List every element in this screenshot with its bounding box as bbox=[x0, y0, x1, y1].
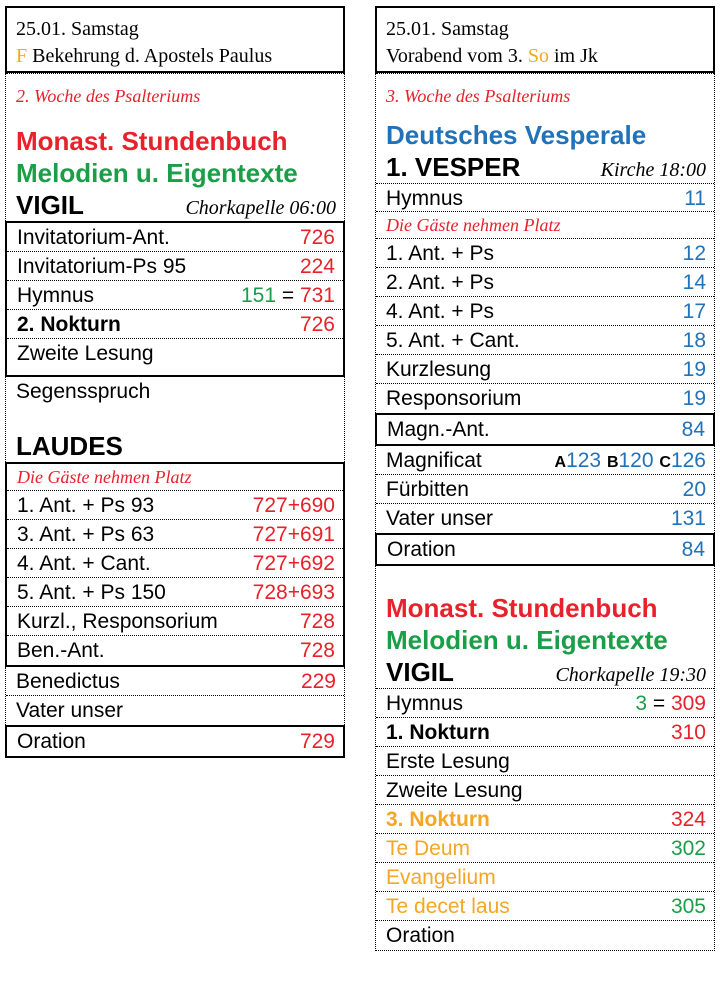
eve-line: Vorabend vom 3. So im Jk bbox=[386, 45, 598, 67]
list-item: Ben.-Ant. 728 bbox=[17, 639, 335, 662]
list-item: 3. Nokturn 324 bbox=[376, 805, 714, 834]
laudes-box bbox=[5, 462, 345, 667]
list-item: Hymnus 11 bbox=[376, 183, 714, 212]
feast-line bbox=[16, 43, 335, 70]
list-item: 1. Ant. + Ps 12 bbox=[376, 239, 714, 268]
oration-box bbox=[5, 725, 345, 758]
right-header-block bbox=[375, 73, 715, 413]
list-item: Invitatorium-Ps 95 224 bbox=[7, 252, 343, 281]
list-item: Zweite Lesung bbox=[17, 342, 154, 365]
date-line: 25.01. Samstag bbox=[386, 18, 509, 40]
list-item: Te decet laus 305 bbox=[376, 892, 714, 921]
magn-ant-box bbox=[375, 413, 715, 446]
list-item: 5. Ant. + Cant. 18 bbox=[376, 326, 714, 355]
book-title: Monast. Stundenbuch bbox=[386, 593, 658, 623]
book-title: Monast. Stundenbuch bbox=[16, 126, 288, 156]
vesper-oration-box bbox=[375, 533, 715, 566]
sunday-marker: So bbox=[527, 45, 549, 67]
list-item: Oration 729 bbox=[17, 730, 335, 753]
laudes-header bbox=[6, 430, 344, 462]
list-item: 3. Ant. + Ps 63 727+691 bbox=[7, 520, 343, 549]
list-item: Kurzlesung 19 bbox=[376, 355, 714, 384]
list-item: Te Deum 302 bbox=[376, 834, 714, 863]
list-item: 4. Ant. + Cant. 727+692 bbox=[7, 549, 343, 578]
book-subtitle: Melodien u. Eigentexte bbox=[386, 625, 668, 655]
guests-note: Die Gäste nehmen Platz bbox=[376, 212, 714, 239]
date-box-left bbox=[5, 6, 345, 73]
hour-place: Chorkapelle 06:00 bbox=[185, 197, 336, 219]
vigil-header bbox=[376, 656, 714, 689]
date-box-right bbox=[375, 6, 715, 73]
left-lower-block bbox=[5, 667, 345, 725]
list-item: Fürbitten 20 bbox=[376, 475, 714, 504]
guests-note: Die Gäste nehmen Platz bbox=[7, 464, 343, 491]
right-lower-block bbox=[375, 566, 715, 951]
hour-name: LAUDES bbox=[16, 431, 123, 461]
list-item: Responsorium 19 bbox=[386, 387, 706, 410]
right-column bbox=[375, 6, 715, 951]
list-item: Vater unser bbox=[16, 699, 123, 722]
left-column bbox=[5, 6, 345, 758]
list-item: 1. Ant. + Ps 93 727+690 bbox=[7, 491, 343, 520]
vigil-box bbox=[5, 221, 345, 377]
vesperale-title: Deutsches Vesperale bbox=[386, 120, 647, 150]
left-mid-block bbox=[5, 377, 345, 462]
list-item: Oration 84 bbox=[387, 538, 705, 561]
hour-name: VIGIL bbox=[16, 190, 84, 220]
date-line: 25.01. Samstag bbox=[16, 18, 139, 40]
vigil-header bbox=[6, 189, 344, 221]
list-item: Hymnus 151 = 731 bbox=[7, 281, 343, 310]
list-item: Invitatorium-Ant. 726 bbox=[7, 223, 343, 252]
right-mid-block bbox=[375, 446, 715, 533]
hour-name: VIGIL bbox=[386, 657, 454, 687]
list-item: Oration bbox=[386, 924, 455, 947]
list-item: 4. Ant. + Ps 17 bbox=[376, 297, 714, 326]
list-item: Segensspruch bbox=[16, 380, 151, 403]
list-item: Zweite Lesung bbox=[376, 776, 714, 805]
list-item: 1. Nokturn 310 bbox=[376, 718, 714, 747]
list-item: Benedictus 229 bbox=[6, 667, 344, 696]
feast-name: Bekehrung d. Apostels Paulus bbox=[27, 45, 273, 67]
list-item: 2. Ant. + Ps 14 bbox=[376, 268, 714, 297]
list-item: Kurzl., Responsorium 728 bbox=[7, 607, 343, 636]
list-item: Erste Lesung bbox=[376, 747, 714, 776]
feast-rank: F bbox=[16, 45, 28, 67]
left-header-block bbox=[5, 73, 345, 221]
list-item: Magn.-Ant. 84 bbox=[387, 418, 705, 441]
psalter-week: 2. Woche des Psalteriums bbox=[6, 73, 344, 109]
list-item: Hymnus 3 = 309 bbox=[376, 689, 714, 718]
magnificat-row: Magnificat A123 B120 C126 bbox=[376, 446, 714, 475]
list-item: 5. Ant. + Ps 150 728+693 bbox=[7, 578, 343, 607]
list-item: Vater unser 131 bbox=[386, 507, 706, 530]
hour-place: Chorkapelle 19:30 bbox=[555, 664, 706, 686]
list-item: 2. Nokturn 726 bbox=[7, 310, 343, 339]
vesper-header bbox=[376, 151, 714, 183]
hour-name: 1. VESPER bbox=[386, 152, 521, 182]
list-item: Evangelium bbox=[376, 863, 714, 892]
psalter-week: 3. Woche des Psalteriums bbox=[376, 73, 714, 109]
book-subtitle: Melodien u. Eigentexte bbox=[16, 158, 298, 188]
hour-place: Kirche 18:00 bbox=[600, 159, 706, 181]
